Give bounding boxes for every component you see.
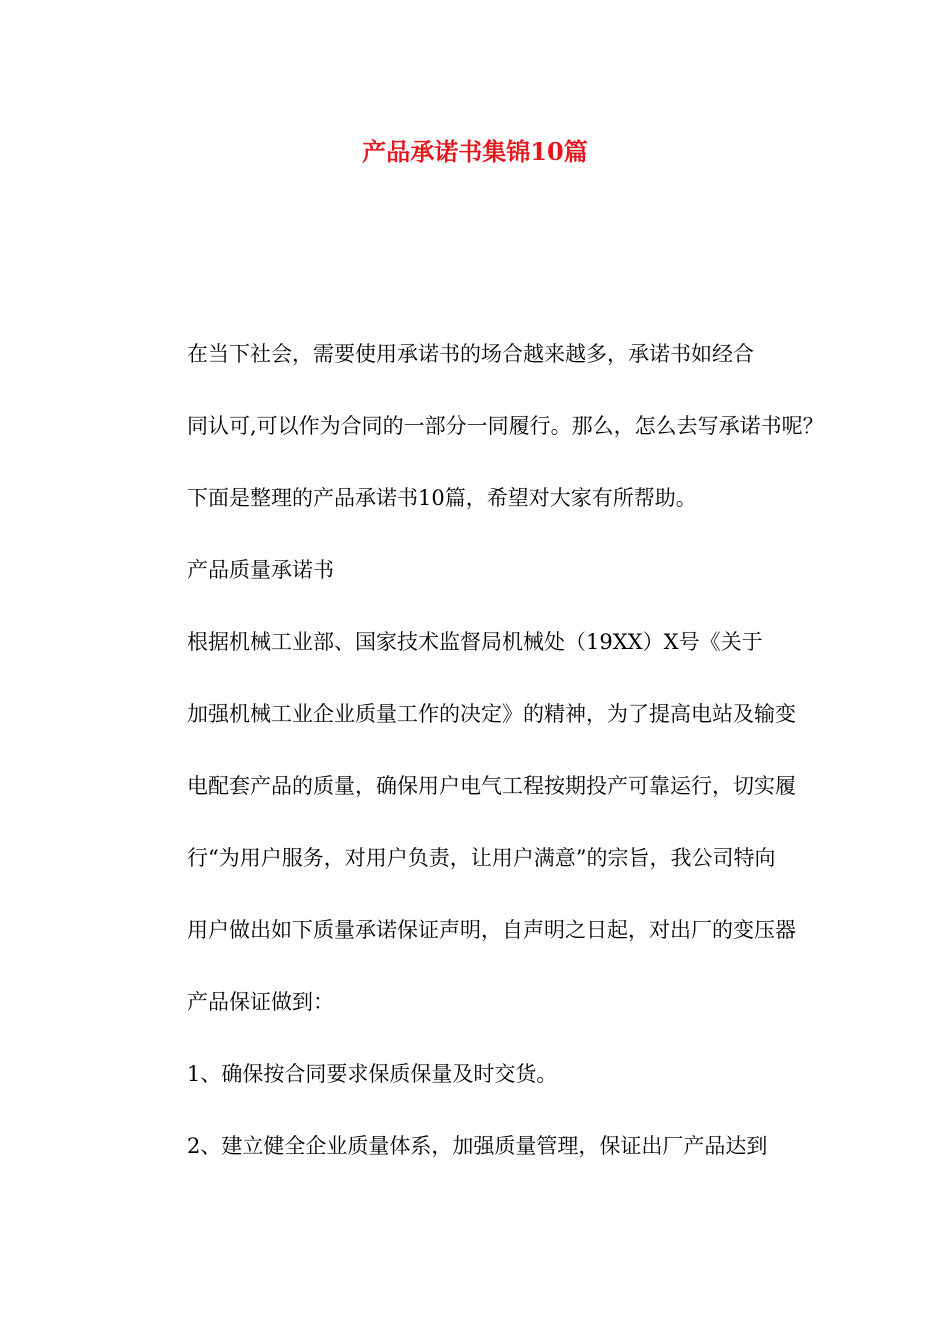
section-heading-text: 产品质量承诺书 bbox=[187, 558, 334, 582]
paragraph-line: 在当下社会，需要使用承诺书的场合越来越多，承诺书如经合 bbox=[187, 342, 754, 366]
paragraph-line: 用户做出如下质量承诺保证声明，自声明之日起，对出厂的变压器 bbox=[187, 918, 796, 942]
paragraph-line: 同认可,可以作为合同的一部分一同履行。那么，怎么去写承诺书呢？ bbox=[187, 414, 824, 438]
list-item bbox=[145, 1110, 810, 1182]
paragraph-line: 加强机械工业企业质量工作的决定》的精神，为了提高电站及输变 bbox=[187, 702, 796, 726]
section-heading bbox=[145, 534, 810, 606]
paragraph-line: 产品保证做到： bbox=[187, 990, 334, 1014]
paragraph-line: 行“为用户服务，对用户负责，让用户满意”的宗旨，我公司特向 bbox=[187, 846, 776, 870]
paragraph-line: 根据机械工业部、国家技术监督局机械处（19XX）X号《关于 bbox=[187, 630, 763, 654]
paragraph-line: 下面是整理的产品承诺书10篇，希望对大家有所帮助。 bbox=[187, 486, 697, 510]
list-item-text: 2、建立健全企业质量体系，加强质量管理，保证出厂产品达到 bbox=[187, 1134, 768, 1158]
paragraph-basis bbox=[145, 606, 810, 1038]
paragraph-intro bbox=[145, 318, 824, 534]
document-title: 产品承诺书集锦10篇 bbox=[362, 137, 588, 166]
paragraph-line: 电配套产品的质量，确保用户电气工程按期投产可靠运行，切实履 bbox=[187, 774, 796, 798]
list-item bbox=[145, 1038, 810, 1110]
list-item-text: 1、确保按合同要求保质保量及时交货。 bbox=[187, 1062, 558, 1086]
document-body bbox=[145, 318, 824, 1182]
